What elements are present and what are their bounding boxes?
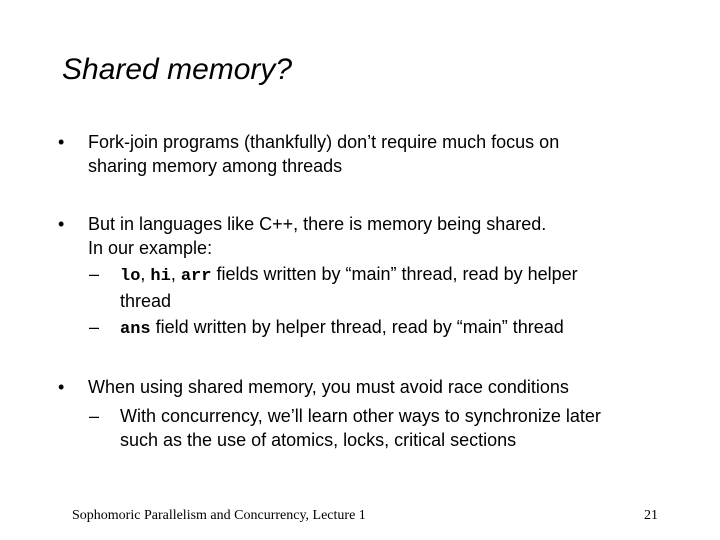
sub-item [89, 262, 649, 313]
sub-item-text: fields written by “main” thread, read by helper [211, 264, 578, 284]
bullet-line: Fork-join programs (thankfully) don’t require much focus on [88, 132, 560, 152]
sub-item-line: thread [120, 291, 172, 311]
code-hi: hi [150, 267, 171, 286]
separator: , [170, 264, 181, 284]
bullet-dot-icon: • [58, 377, 65, 397]
slide-title: Shared memory? [62, 53, 293, 86]
sub-item [89, 404, 649, 452]
sub-item-line: such as the use of atomics, locks, critical sections [120, 430, 517, 450]
code-ans: ans [120, 320, 151, 339]
code-arr: arr [180, 267, 212, 286]
separator: , [140, 264, 151, 284]
bullet-dot-icon: • [58, 214, 65, 234]
dash-icon: – [89, 406, 100, 426]
sub-item-text: field written by helper thread, read by “main” thread [150, 317, 564, 337]
bullet-line: When using shared memory, you must avoid race conditions [88, 377, 569, 397]
code-lo: lo [120, 267, 141, 286]
bullet-item [58, 130, 678, 178]
sub-item-line [120, 315, 649, 342]
sub-item [89, 315, 649, 342]
bullet-line: In our example: [88, 238, 213, 258]
footer-course: Sophomoric Parallelism and Concurrency, Lecture 1 [72, 508, 366, 523]
sub-item-line: With concurrency, we’ll learn other ways to synchronize later [120, 406, 601, 426]
bullet-item [58, 212, 678, 260]
dash-icon: – [89, 317, 100, 337]
dash-icon: – [89, 264, 100, 284]
bullet-item [58, 375, 678, 399]
bullet-line: sharing memory among threads [88, 156, 343, 176]
page-number: 21 [644, 508, 658, 523]
bullet-line: But in languages like C++, there is memory being shared. [88, 214, 547, 234]
bullet-dot-icon: • [58, 132, 65, 152]
sub-item-line [120, 262, 649, 289]
